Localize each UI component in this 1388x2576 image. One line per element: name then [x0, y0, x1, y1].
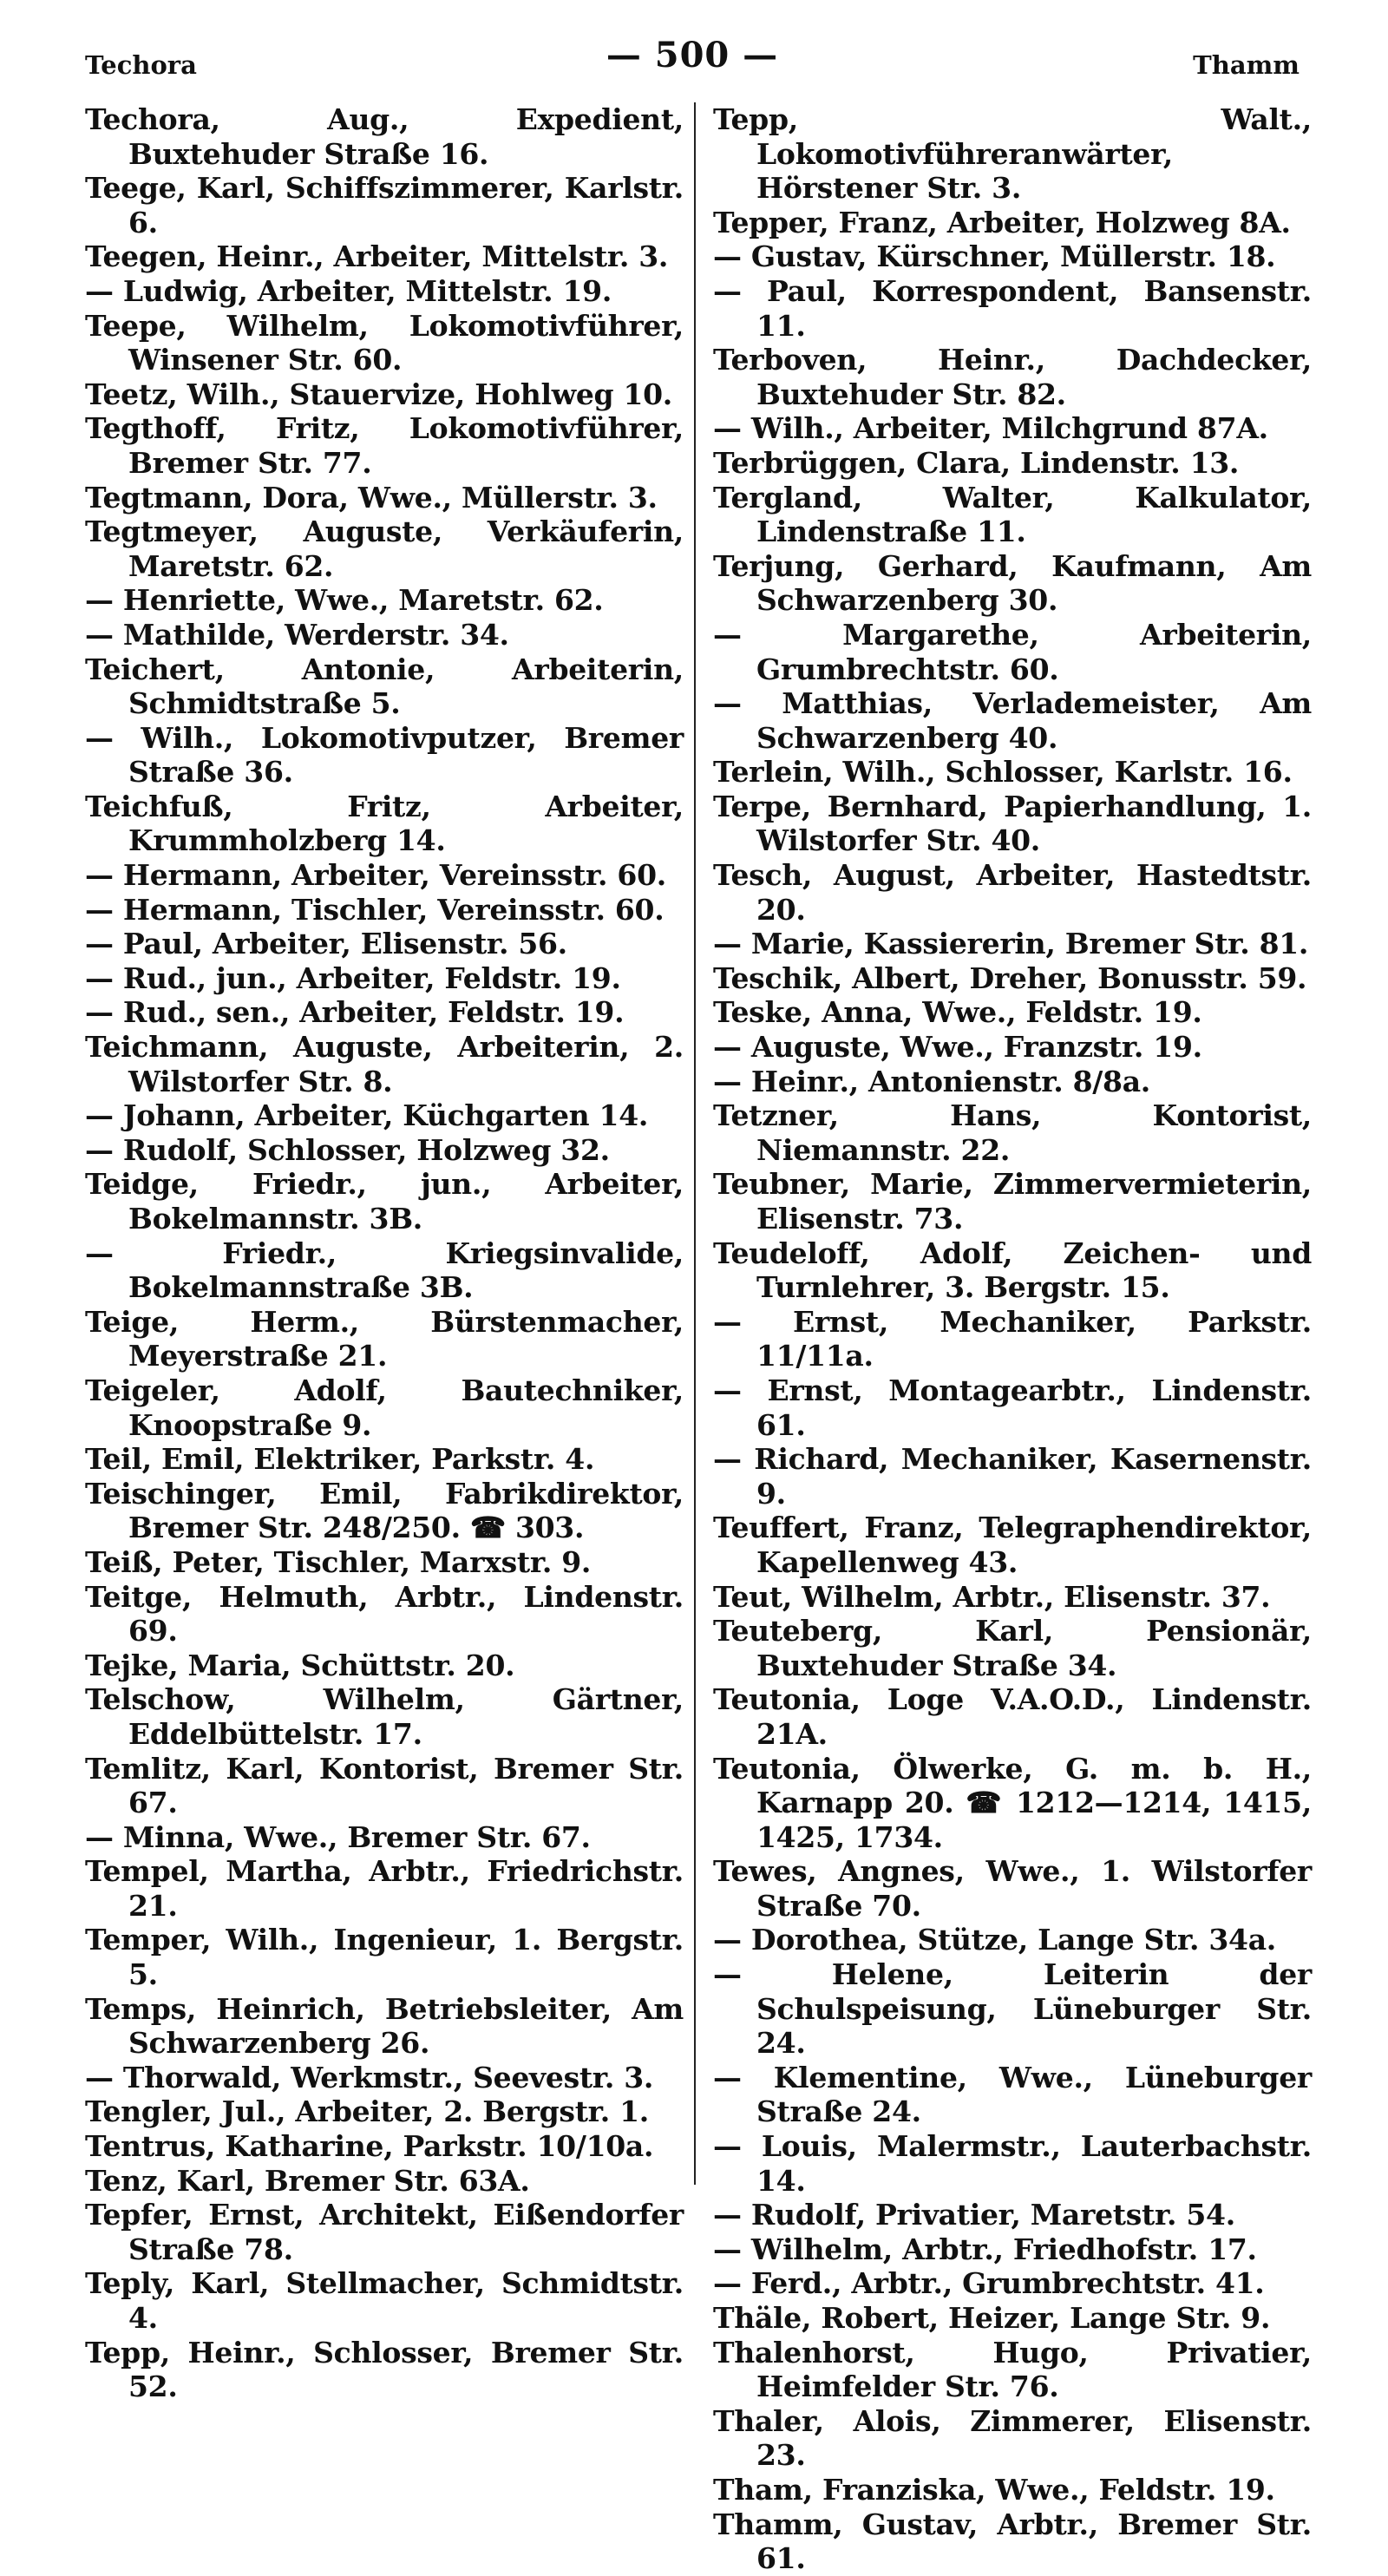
directory-entry: Thaler, Alois, Zimmerer, Elisenstr. 23. [713, 2403, 1312, 2473]
directory-entry: Teige, Herm., Bürstenmacher, Meyerstraße 21. [85, 1304, 684, 1373]
directory-entry: Teudeloff, Adolf, Zeichen- und Turnlehrer, 3. Bergstr. 15. [713, 1236, 1312, 1305]
directory-entry: — Heinr., Antonienstr. 8/8a. [713, 1064, 1150, 1098]
directory-entry: Teuteberg, Karl, Pensionär, Buxtehuder Straße 34. [713, 1614, 1312, 1682]
directory-entry: — Rudolf, Schlosser, Holzweg 32. [85, 1132, 610, 1167]
directory-entry: — Matthias, Verlademeister, Am Schwarzenberg 40. [713, 686, 1312, 755]
directory-entry: — Gustav, Kürschner, Müllerstr. 18. [713, 239, 1276, 274]
directory-entry: Teichert, Antonie, Arbeiterin, Schmidtstraße 5. [85, 652, 684, 721]
directory-entry: — Margarethe, Arbeiterin, Grumbrechtstr. 60. [713, 617, 1312, 686]
directory-entry: Tegthoff, Fritz, Lokomotivführer, Bremer Str. 77. [85, 411, 684, 480]
directory-entry: Teichmann, Auguste, Arbeiterin, 2. Wilstorfer Str. 8. [85, 1030, 684, 1098]
directory-entry: Temper, Wilh., Ingenieur, 1. Bergstr. 5. [85, 1923, 684, 1992]
directory-entry: Tenz, Karl, Bremer Str. 63A. [85, 2163, 530, 2198]
column-divider [694, 102, 696, 2185]
directory-entry: — Hermann, Arbeiter, Vereinsstr. 60. [85, 858, 666, 893]
directory-entry: Telschow, Wilhelm, Gärtner, Eddelbüttelstr. 17. [85, 1682, 684, 1751]
directory-entry: Tetzner, Hans, Kontorist, Niemannstr. 22. [713, 1098, 1312, 1167]
directory-entry: — Rud., sen., Arbeiter, Feldstr. 19. [85, 995, 625, 1030]
directory-entry: Terlein, Wilh., Schlosser, Karlstr. 16. [713, 755, 1293, 790]
directory-entry: Tempel, Martha, Arbtr., Friedrichstr. 21. [85, 1854, 684, 1923]
directory-entry: Teubner, Marie, Zimmervermieterin, Elisenstr. 73. [713, 1167, 1312, 1236]
directory-entry: Teply, Karl, Stellmacher, Schmidtstr. 4. [85, 2266, 684, 2335]
directory-entry: Terboven, Heinr., Dachdecker, Buxtehuder Str. 82. [713, 343, 1312, 411]
directory-entry: Teetz, Wilh., Stauervize, Hohlweg 10. [85, 377, 672, 411]
directory-entry: Tesch, August, Arbeiter, Hastedtstr. 20. [713, 858, 1312, 927]
directory-entry: Tepp, Heinr., Schlosser, Bremer Str. 52. [85, 2335, 684, 2404]
directory-entry: — Louis, Malermstr., Lauterbachstr. 14. [713, 2129, 1312, 2198]
directory-entry: Tepfer, Ernst, Architekt, Eißendorfer Straße 78. [85, 2198, 684, 2266]
directory-entry: — Wilhelm, Arbtr., Friedhofstr. 17. [713, 2232, 1257, 2266]
directory-entry: — Marie, Kassiererin, Bremer Str. 81. [713, 927, 1309, 961]
directory-entry: — Helene, Leiterin der Schulspeisung, Lüneburger Str. 24. [713, 1957, 1312, 2061]
directory-entry: Teske, Anna, Wwe., Feldstr. 19. [713, 995, 1202, 1030]
directory-entry: Teutonia, Ölwerke, G. m. b. H., Karnapp 20. ☎ 1212—1214, 1415, 1425, 1734. [713, 1751, 1312, 1854]
directory-entry: Tewes, Angnes, Wwe., 1. Wilstorfer Straße 70. [713, 1854, 1312, 1923]
directory-entry: — Richard, Mechaniker, Kasernenstr. 9. [713, 1442, 1312, 1511]
directory-entry: — Wilh., Arbeiter, Milchgrund 87A. [713, 411, 1268, 446]
directory-entry: — Rud., jun., Arbeiter, Feldstr. 19. [85, 960, 621, 995]
directory-entry: Techora, Aug., Expedient, Buxtehuder Straße 16. [85, 102, 684, 171]
directory-entry: — Ernst, Montagearbtr., Lindenstr. 61. [713, 1373, 1312, 1442]
directory-entry: Teut, Wilhelm, Arbtr., Elisenstr. 37. [713, 1579, 1271, 1614]
directory-entry: Teepe, Wilhelm, Lokomotivführer, Winsener Str. 60. [85, 308, 684, 377]
directory-entry: Teege, Karl, Schiffszimmerer, Karlstr. 6. [85, 171, 684, 239]
right-column [713, 102, 1312, 2576]
directory-entry: Terbrüggen, Clara, Lindenstr. 13. [713, 445, 1240, 480]
directory-entry: — Minna, Wwe., Bremer Str. 67. [85, 1819, 591, 1854]
directory-entry: Tham, Franziska, Wwe., Feldstr. 19. [713, 2472, 1275, 2507]
directory-entry: Temps, Heinrich, Betriebsleiter, Am Schwarzenberg 26. [85, 1991, 684, 2061]
directory-entry: — Paul, Arbeiter, Elisenstr. 56. [85, 927, 567, 961]
directory-entry: Terpe, Bernhard, Papierhandlung, 1. Wilstorfer Str. 40. [713, 789, 1312, 858]
directory-entry: Teschik, Albert, Dreher, Bonusstr. 59. [713, 960, 1307, 995]
page-number: — 500 — [606, 35, 779, 75]
directory-entry: Teil, Emil, Elektriker, Parkstr. 4. [85, 1442, 595, 1477]
directory-entry: — Johann, Arbeiter, Küchgarten 14. [85, 1098, 649, 1133]
directory-entry: — Henriette, Wwe., Maretstr. 62. [85, 583, 604, 618]
directory-entry: Thalenhorst, Hugo, Privatier, Heimfelder Str. 76. [713, 2335, 1312, 2404]
directory-entry: — Friedr., Kriegsinvalide, Bokelmannstraße 3B. [85, 1236, 684, 1305]
header-first-entry: Techora [85, 50, 197, 80]
directory-entry: Thamm, Gustav, Arbtr., Bremer Str. 61. [713, 2507, 1312, 2576]
directory-entry: Teutonia, Loge V.A.O.D., Lindenstr. 21A. [713, 1682, 1312, 1751]
directory-entry: Teitge, Helmuth, Arbtr., Lindenstr. 69. [85, 1579, 684, 1649]
directory-entry: Teegen, Heinr., Arbeiter, Mittelstr. 3. [85, 239, 669, 274]
directory-entry: Teischinger, Emil, Fabrikdirektor, Bremer Str. 248/250. ☎ 303. [85, 1476, 684, 1545]
directory-entry: — Klementine, Wwe., Lüneburger Straße 24. [713, 2060, 1312, 2129]
directory-entry: — Auguste, Wwe., Franzstr. 19. [713, 1030, 1202, 1065]
directory-entry: Tengler, Jul., Arbeiter, 2. Bergstr. 1. [85, 2094, 649, 2129]
directory-entry: — Paul, Korrespondent, Bansenstr. 11. [713, 273, 1312, 343]
directory-entry: — Mathilde, Werderstr. 34. [85, 617, 509, 652]
directory-entry: — Thorwald, Werkmstr., Seevestr. 3. [85, 2060, 654, 2094]
directory-entry: — Hermann, Tischler, Vereinsstr. 60. [85, 892, 665, 927]
directory-entry: Teichfuß, Fritz, Arbeiter, Krummholzberg 14. [85, 789, 684, 858]
directory-entry: Tejke, Maria, Schüttstr. 20. [85, 1648, 515, 1682]
directory-entry: Teuffert, Franz, Telegraphendirektor, Kapellenweg 43. [713, 1511, 1312, 1579]
directory-entry: Teigeler, Adolf, Bautechniker, Knoopstraße 9. [85, 1373, 684, 1442]
directory-entry: — Ludwig, Arbeiter, Mittelstr. 19. [85, 273, 612, 308]
directory-entry: Teiß, Peter, Tischler, Marxstr. 9. [85, 1544, 592, 1579]
page-header [85, 35, 1300, 87]
directory-entry: — Wilh., Lokomotivputzer, Bremer Straße 36. [85, 720, 684, 790]
directory-entry: Terjung, Gerhard, Kaufmann, Am Schwarzenberg 30. [713, 548, 1312, 618]
directory-entry: — Ferd., Arbtr., Grumbrechtstr. 41. [713, 2266, 1265, 2301]
directory-entry: Thäle, Robert, Heizer, Lange Str. 9. [713, 2301, 1271, 2335]
directory-entry: — Dorothea, Stütze, Lange Str. 34a. [713, 1923, 1276, 1957]
directory-entry: Teidge, Friedr., jun., Arbeiter, Bokelmannstr. 3B. [85, 1167, 684, 1236]
left-column [85, 102, 684, 2404]
directory-entry: Tepper, Franz, Arbeiter, Holzweg 8A. [713, 205, 1291, 239]
header-last-entry: Thamm [1193, 50, 1300, 80]
directory-entry: Temlitz, Karl, Kontorist, Bremer Str. 67. [85, 1751, 684, 1820]
directory-entry: Tergland, Walter, Kalkulator, Lindenstraße 11. [713, 480, 1312, 549]
directory-entry: — Rudolf, Privatier, Maretstr. 54. [713, 2198, 1235, 2232]
directory-entry: Tentrus, Katharine, Parkstr. 10/10a. [85, 2129, 654, 2164]
directory-entry: — Ernst, Mechaniker, Parkstr. 11/11a. [713, 1304, 1312, 1373]
directory-entry: Tegtmeyer, Auguste, Verkäuferin, Maretstr. 62. [85, 515, 684, 583]
directory-entry: Tegtmann, Dora, Wwe., Müllerstr. 3. [85, 480, 658, 515]
directory-entry: Tepp, Walt., Lokomotivführeranwärter, Hörstener Str. 3. [713, 102, 1312, 206]
